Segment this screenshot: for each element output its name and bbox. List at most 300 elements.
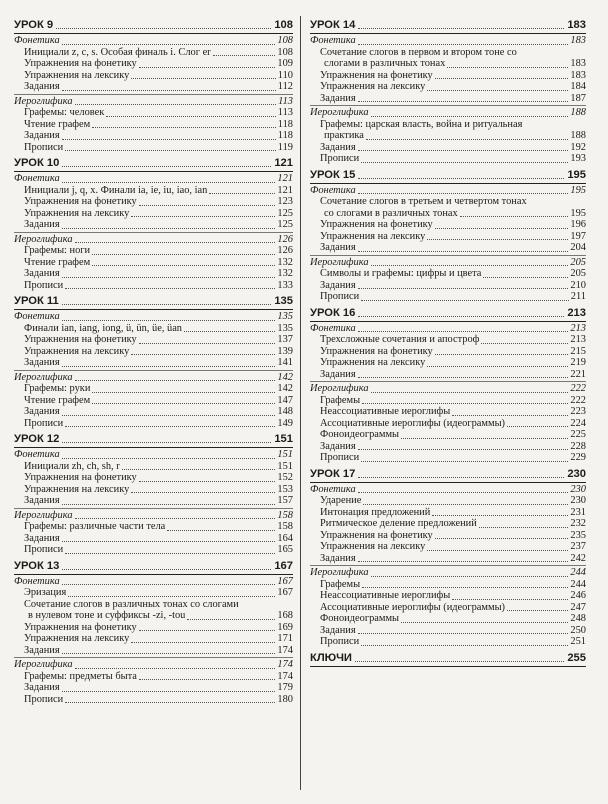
- dot-leader: [62, 320, 276, 321]
- lesson-title: КЛЮЧИ: [310, 651, 352, 664]
- toc-entry: [310, 495, 586, 507]
- toc-entry-page: 205: [570, 268, 586, 279]
- toc-entry-text: Задания: [24, 644, 60, 656]
- toc-entry-page: 211: [570, 291, 586, 302]
- toc-entry-page: 219: [570, 357, 586, 368]
- dot-leader: [62, 90, 276, 91]
- toc-entry-text: Неассоциативные иероглифы: [320, 590, 451, 601]
- dot-leader: [358, 316, 564, 317]
- dot-leader: [62, 458, 276, 459]
- lesson-title: УРОК 17: [310, 467, 356, 480]
- dot-leader: [358, 377, 569, 378]
- toc-entry-text: Инициали zh, ch, sh, r: [24, 460, 120, 472]
- dot-leader: [358, 150, 569, 151]
- toc-entry: [310, 507, 586, 519]
- toc-entry-text: Упражнения на лексику: [24, 483, 130, 495]
- section-heading-text: Фонетика: [310, 184, 356, 196]
- toc-entry-text: Задания: [320, 440, 356, 452]
- dot-leader: [460, 216, 569, 217]
- toc-entry: [14, 130, 293, 142]
- toc-entry: [310, 242, 586, 254]
- toc-entry-page: 231: [570, 506, 586, 518]
- toc-entry-text: Задания: [24, 81, 60, 92]
- toc-entry-page: 132: [277, 256, 293, 268]
- toc-entry-text: Упражнения на фонетику: [24, 58, 137, 69]
- toc-entry: [310, 58, 586, 70]
- toc-entry-page: 118: [277, 130, 293, 141]
- lesson-title: УРОК 14: [310, 19, 356, 31]
- toc-entry-text: Задания: [24, 406, 60, 417]
- section-heading-text: Иероглифика: [14, 95, 73, 107]
- dot-leader: [362, 403, 568, 404]
- toc-entry-text: Упражнения на лексику: [320, 541, 426, 552]
- section-heading-page: 188: [570, 107, 586, 118]
- toc-entry-page: 174: [277, 644, 293, 656]
- toc-entry-text: Упражнения на фонетику: [320, 345, 433, 357]
- toc-entry-page: 142: [277, 383, 293, 394]
- dot-leader: [371, 116, 569, 117]
- toc-entry-page: 210: [570, 279, 586, 291]
- toc-entry-page: 174: [277, 670, 293, 682]
- section-heading-page: 244: [570, 567, 586, 578]
- toc-entry: [310, 579, 586, 591]
- section-heading-page: 158: [277, 509, 293, 521]
- toc-entry: [310, 452, 586, 464]
- toc-entry: [310, 70, 586, 82]
- toc-entry-page: 222: [570, 394, 586, 406]
- lesson-title: УРОК 11: [14, 295, 59, 307]
- toc-entry-page: 147: [277, 394, 293, 406]
- toc-entry-text: Ударение: [320, 495, 362, 506]
- toc-entry-text: Фоноидеограммы: [320, 429, 400, 440]
- toc-entry-text: Ассоциативные иероглифы (идеограммы): [320, 601, 506, 613]
- toc-entry: [310, 130, 586, 142]
- dot-leader: [361, 300, 569, 301]
- toc-entry-text: Финали ian, iang, iong, ü, ün, üe, üan: [24, 322, 183, 334]
- toc-entry: [14, 280, 293, 292]
- toc-entry-text: Графемы: человек: [24, 107, 105, 118]
- toc-entry-page: 196: [570, 219, 586, 230]
- lesson-heading: [14, 156, 293, 172]
- dot-leader: [68, 596, 275, 597]
- toc-entry-page: 248: [570, 613, 586, 624]
- lesson-heading: [14, 559, 293, 575]
- toc-entry: [310, 602, 586, 614]
- section-heading-text: Иероглифика: [14, 659, 73, 670]
- dot-leader: [371, 392, 569, 393]
- dot-leader: [62, 691, 276, 692]
- toc-entry-page: 230: [570, 495, 586, 506]
- dot-leader: [62, 277, 276, 278]
- dot-leader: [507, 610, 568, 611]
- toc-entry: [14, 461, 293, 473]
- toc-entry-text: Прописи: [24, 417, 64, 429]
- lesson-page: 195: [567, 168, 586, 181]
- toc-entry-text: Задания: [24, 357, 60, 368]
- toc-entry-text: Графемы: руки: [24, 383, 91, 394]
- section-separator: [14, 232, 293, 233]
- toc-entry: [14, 645, 293, 657]
- toc-entry: [14, 245, 293, 257]
- lesson-page: 151: [274, 433, 293, 445]
- toc-entry-text: Графемы: [320, 578, 361, 590]
- toc-entry-page: 204: [570, 242, 586, 253]
- toc-entry-text: Задания: [24, 219, 60, 230]
- toc-entry: [14, 671, 293, 683]
- toc-entry-text: Прописи: [320, 291, 360, 302]
- toc-entry-page: 213: [570, 334, 586, 345]
- toc-entry-text: Упражнения на фонетику: [320, 219, 433, 230]
- toc-entry: [14, 533, 293, 545]
- toc-entry-page: 139: [277, 345, 293, 357]
- toc-entry-text: Упражнения на лексику: [24, 207, 130, 219]
- dot-leader: [167, 530, 275, 531]
- toc-entry: [14, 495, 293, 507]
- toc-entry-text: Задания: [320, 141, 356, 153]
- toc-entry: [310, 518, 586, 530]
- toc-entry: [14, 185, 293, 197]
- lesson-title: УРОК 16: [310, 306, 356, 319]
- dot-leader: [355, 661, 564, 662]
- lesson-block: [310, 651, 586, 667]
- lesson-title: УРОК 15: [310, 168, 356, 181]
- dot-leader: [65, 702, 275, 703]
- toc-entry-page: 235: [570, 529, 586, 541]
- section-heading: [310, 107, 586, 119]
- section-heading-text: Фонетика: [310, 35, 356, 46]
- section-heading: [14, 659, 293, 671]
- toc-entry: [14, 346, 293, 358]
- dot-leader: [92, 127, 276, 128]
- toc-entry: [14, 633, 293, 645]
- section-heading: [310, 323, 586, 335]
- toc-entry-text: Сочетание слогов в третьем и четвертом тонах: [320, 196, 527, 207]
- dot-leader: [92, 265, 275, 266]
- toc-entry-page: 251: [570, 636, 586, 647]
- lesson-block: [14, 559, 293, 706]
- column-divider: [300, 16, 301, 790]
- toc-entry: [14, 334, 293, 346]
- section-heading-page: 151: [277, 449, 293, 460]
- toc-entry-text: Трехсложные сочетания и апостроф: [320, 334, 480, 345]
- dot-leader: [209, 193, 275, 194]
- dot-leader: [427, 239, 568, 240]
- dot-leader: [75, 518, 276, 519]
- dot-leader: [479, 527, 569, 528]
- toc-entry-text: Сочетание слогов в различных тонах со слогами: [24, 598, 239, 610]
- toc-entry-text: Упражнения на фонетику: [24, 196, 137, 207]
- section-heading: [14, 576, 293, 588]
- toc-entry-text: Задания: [24, 268, 60, 279]
- toc-entry-text: Прописи: [320, 153, 360, 164]
- dot-leader: [361, 461, 568, 462]
- dot-leader: [65, 288, 275, 289]
- section-heading-page: 213: [570, 322, 586, 334]
- dot-leader: [75, 380, 276, 381]
- dot-leader: [131, 492, 275, 493]
- toc-entry-text: практика: [324, 130, 364, 141]
- section-separator: [14, 370, 293, 371]
- dot-leader: [139, 343, 276, 344]
- toc-entry-page: 180: [277, 693, 293, 705]
- toc-entry-page: 132: [277, 268, 293, 279]
- dot-leader: [62, 504, 276, 505]
- toc-entry-text: Задания: [24, 130, 60, 141]
- toc-entry-page: 165: [277, 544, 293, 555]
- toc-entry-page: 223: [570, 406, 586, 417]
- toc-entry-page: 110: [277, 69, 293, 81]
- dot-leader: [184, 331, 275, 332]
- dot-leader: [358, 477, 564, 478]
- dot-leader: [358, 633, 569, 634]
- section-heading-page: 121: [277, 173, 293, 184]
- toc-entry-page: 169: [277, 621, 293, 633]
- dot-leader: [75, 104, 277, 105]
- lesson-page: 121: [274, 157, 293, 169]
- toc-entry: [14, 196, 293, 208]
- dot-leader: [131, 354, 275, 355]
- toc-entry: [310, 406, 586, 418]
- toc-entry-page: 126: [277, 245, 293, 256]
- dot-leader: [435, 228, 569, 229]
- dot-leader: [139, 205, 276, 206]
- toc-entry: [14, 694, 293, 706]
- toc-entry-page: 141: [277, 357, 293, 368]
- toc-entry-text: Прописи: [24, 279, 64, 291]
- toc-entry-text: Неассоциативные иероглифы: [320, 406, 451, 417]
- toc-entry-page: 133: [277, 279, 293, 291]
- dot-leader: [62, 366, 276, 367]
- dot-leader: [358, 492, 569, 493]
- toc-entry: [310, 219, 586, 231]
- toc-entry: [14, 81, 293, 93]
- dot-leader: [435, 354, 569, 355]
- toc-entry: [14, 406, 293, 418]
- section-separator: [310, 105, 586, 106]
- section-heading-text: Фонетика: [14, 575, 60, 587]
- toc-entry: [310, 625, 586, 637]
- section-separator: [310, 381, 586, 382]
- toc-entry-page: 123: [277, 196, 293, 207]
- toc-entry: [310, 153, 586, 165]
- toc-entry: [310, 81, 586, 93]
- toc-entry-page: 113: [277, 107, 293, 118]
- toc-entry-page: 171: [277, 633, 293, 644]
- section-heading: [14, 372, 293, 384]
- toc-entry-text: со слогами в различных тонах: [324, 207, 458, 219]
- section-heading-text: Фонетика: [310, 483, 356, 495]
- lesson-block: [14, 18, 293, 153]
- dot-leader: [56, 28, 271, 29]
- section-heading-text: Фонетика: [14, 35, 60, 46]
- toc-entry-text: Задания: [24, 682, 60, 693]
- dot-leader: [427, 90, 568, 91]
- toc-entry: [14, 70, 293, 82]
- toc-entry-page: 237: [570, 541, 586, 552]
- toc-entry-page: 109: [277, 58, 293, 69]
- toc-entry: [14, 395, 293, 407]
- dot-leader: [358, 178, 564, 179]
- toc-entry: [14, 357, 293, 369]
- toc-entry-text: Упражнения на лексику: [320, 81, 426, 92]
- toc-entry-page: 152: [277, 472, 293, 483]
- section-heading-text: Фонетика: [14, 311, 60, 322]
- toc-entry-page: 183: [570, 69, 586, 81]
- toc-entry-page: 192: [570, 141, 586, 153]
- section-heading: [310, 383, 586, 395]
- toc-entry-page: 157: [277, 495, 293, 506]
- toc-entry: [310, 334, 586, 346]
- toc-entry-text: Чтение графем: [24, 118, 91, 130]
- toc-entry: [14, 587, 293, 599]
- lesson-heading: [310, 651, 586, 667]
- section-heading: [14, 234, 293, 246]
- toc-entry: [310, 280, 586, 292]
- toc-entry: [14, 323, 293, 335]
- toc-entry: [310, 441, 586, 453]
- toc-entry: [310, 530, 586, 542]
- toc-entry-page: 244: [570, 578, 586, 590]
- dot-leader: [435, 538, 569, 539]
- toc-entry-page: 135: [277, 322, 293, 334]
- toc-entry: [310, 357, 586, 369]
- toc-entry-text: Задания: [24, 495, 60, 506]
- section-heading-text: Фонетика: [14, 449, 60, 460]
- dot-leader: [139, 679, 275, 680]
- toc-entry-page: 225: [570, 429, 586, 440]
- toc-entry: [14, 472, 293, 484]
- toc-entry-text: в нулевом тоне и суффиксы -zi, -tou: [28, 610, 186, 621]
- section-heading: [14, 35, 293, 47]
- section-heading: [310, 257, 586, 269]
- lesson-block: [310, 467, 586, 648]
- dot-leader: [483, 277, 568, 278]
- lesson-heading: [14, 432, 293, 448]
- toc-entry-text: слогами в различных тонах: [324, 58, 446, 69]
- dot-leader: [92, 392, 275, 393]
- toc-entry-page: 137: [277, 334, 293, 345]
- section-heading: [310, 567, 586, 579]
- dot-leader: [358, 288, 569, 289]
- toc-entry-text: Чтение графем: [24, 256, 91, 268]
- section-heading-page: 174: [277, 659, 293, 670]
- lesson-title: УРОК 10: [14, 157, 60, 169]
- section-heading: [14, 173, 293, 185]
- toc-entry-page: 197: [570, 230, 586, 242]
- dot-leader: [122, 469, 276, 470]
- toc-entry: [14, 142, 293, 154]
- toc-entry-text: Прописи: [24, 544, 64, 555]
- toc-entry-page: 125: [277, 207, 293, 219]
- toc-column-left: [14, 18, 293, 705]
- dot-leader: [358, 331, 569, 332]
- dot-leader: [131, 642, 275, 643]
- toc-entry-text: Упражнения на лексику: [24, 345, 130, 357]
- toc-entry-text: Упражнения на фонетику: [24, 621, 137, 633]
- toc-entry: [14, 484, 293, 496]
- toc-entry-page: 151: [277, 460, 293, 472]
- dot-leader: [358, 44, 569, 45]
- lesson-title: УРОК 9: [14, 19, 54, 31]
- lesson-block: [14, 432, 293, 556]
- section-heading: [310, 185, 586, 197]
- section-heading: [14, 449, 293, 461]
- toc-entry: [310, 541, 586, 553]
- lesson-heading: [310, 467, 586, 483]
- dot-leader: [92, 254, 275, 255]
- toc-entry: [14, 599, 293, 611]
- section-heading-page: 113: [278, 95, 293, 107]
- toc-entry: [14, 521, 293, 533]
- toc-entry: [310, 142, 586, 154]
- toc-entry: [310, 93, 586, 105]
- dot-leader: [62, 304, 272, 305]
- dot-leader: [447, 67, 568, 68]
- toc-entry-page: 215: [570, 345, 586, 357]
- section-heading-text: Иероглифика: [310, 256, 369, 268]
- lesson-heading: [310, 306, 586, 322]
- section-heading-page: 222: [570, 383, 586, 394]
- toc-entry: [14, 208, 293, 220]
- lesson-heading: [14, 294, 293, 310]
- section-heading-text: Иероглифика: [310, 383, 369, 394]
- toc-entry: [14, 47, 293, 59]
- toc-entry-text: Эризация: [24, 587, 67, 598]
- toc-entry-page: 183: [570, 58, 586, 69]
- toc-entry-page: 224: [570, 417, 586, 429]
- toc-entry-page: 168: [277, 610, 293, 621]
- toc-entry: [14, 268, 293, 280]
- toc-entry: [14, 610, 293, 622]
- dot-leader: [363, 504, 568, 505]
- toc-entry-text: Упражнения на фонетику: [24, 472, 137, 483]
- toc-entry-page: 148: [277, 406, 293, 417]
- dot-leader: [362, 587, 568, 588]
- toc-entry: [14, 58, 293, 70]
- toc-entry: [14, 544, 293, 556]
- toc-entry-text: Упражнения на лексику: [24, 69, 130, 81]
- toc-entry-page: 229: [570, 452, 586, 463]
- toc-entry-text: Задания: [320, 242, 356, 253]
- lesson-page: 183: [567, 19, 586, 31]
- dot-leader: [187, 619, 275, 620]
- dot-leader: [139, 630, 276, 631]
- lesson-block: [310, 168, 586, 303]
- toc-entry: [14, 682, 293, 694]
- section-heading: [14, 510, 293, 522]
- toc-entry-text: Упражнения на фонетику: [24, 334, 137, 345]
- toc-entry-page: 184: [570, 81, 586, 92]
- toc-entry-text: Прописи: [320, 452, 360, 463]
- toc-entry-text: Инициали j, q, x. Финали ia, ie, iu, iao, ian: [24, 184, 208, 196]
- section-heading-text: Иероглифика: [310, 567, 369, 578]
- dot-leader: [62, 584, 276, 585]
- toc-entry-page: 195: [570, 207, 586, 219]
- section-heading: [310, 35, 586, 47]
- section-heading-page: 230: [570, 483, 586, 495]
- toc-entry: [310, 208, 586, 220]
- toc-entry: [14, 418, 293, 430]
- toc-entry-page: 242: [570, 552, 586, 564]
- dot-leader: [435, 78, 569, 79]
- dot-leader: [62, 653, 276, 654]
- dot-leader: [371, 576, 569, 577]
- toc-entry-page: 149: [277, 417, 293, 429]
- toc-entry-text: Задания: [320, 92, 356, 104]
- dot-leader: [65, 150, 276, 151]
- dot-leader: [432, 515, 568, 516]
- toc-entry-text: Задания: [320, 624, 356, 636]
